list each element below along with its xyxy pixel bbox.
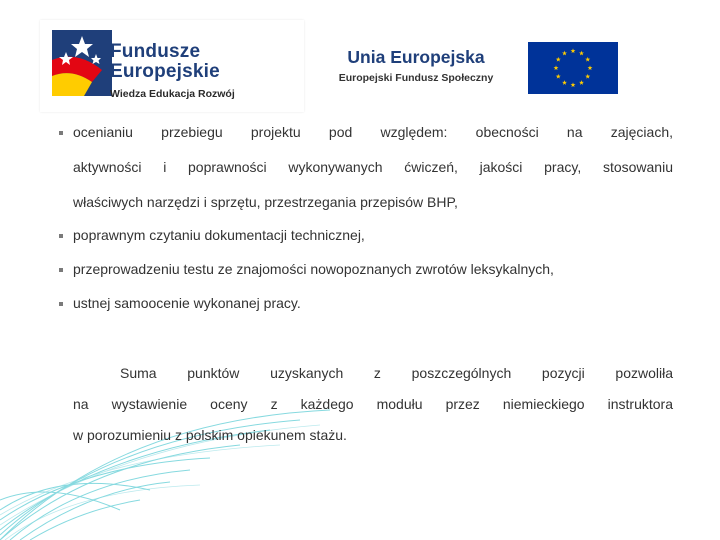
bullet-1-line-1: ocenianiu przebiegu projektu pod względem: obecności na zajęciach, xyxy=(73,124,673,140)
bullet-4-text: ustnej samoocenie wykonanej pracy. xyxy=(73,295,301,311)
ue-title: Unia Europejska xyxy=(347,47,485,67)
paragraph-line-3: w porozumieniu z polskim opiekunem stażu. xyxy=(73,427,347,443)
bullet-marker xyxy=(59,302,63,306)
bullet-marker xyxy=(59,234,63,238)
fe-title-line2: Europejskie xyxy=(110,61,220,82)
fe-tagline: Wiedza Edukacja Rozwój xyxy=(110,88,235,100)
paragraph-line-2: na wystawienie oceny z każdego modułu przez niemieckiego instruktora xyxy=(73,396,673,412)
bullet-2-text: poprawnym czytaniu dokumentacji technicznej, xyxy=(73,227,365,243)
fe-title-line1: Fundusze xyxy=(110,41,201,62)
bullet-1-line-2: aktywności i poprawności wykonywanych ćwiczeń, jakości pracy, stosowaniu xyxy=(73,159,673,175)
bullet-3-text: przeprowadzeniu testu ze znajomości nowopoznanych zwrotów leksykalnych, xyxy=(73,261,554,277)
bullet-marker xyxy=(59,268,63,272)
bullet-1-line-3: właściwych narzędzi i sprzętu, przestrzegania przepisów BHP, xyxy=(73,194,458,210)
bullet-marker xyxy=(59,131,63,135)
paragraph-line-1: Suma punktów uzyskanych z poszczególnych pozycji pozwoliła xyxy=(120,365,673,381)
ue-subtitle: Europejski Fundusz Społeczny xyxy=(338,72,494,84)
